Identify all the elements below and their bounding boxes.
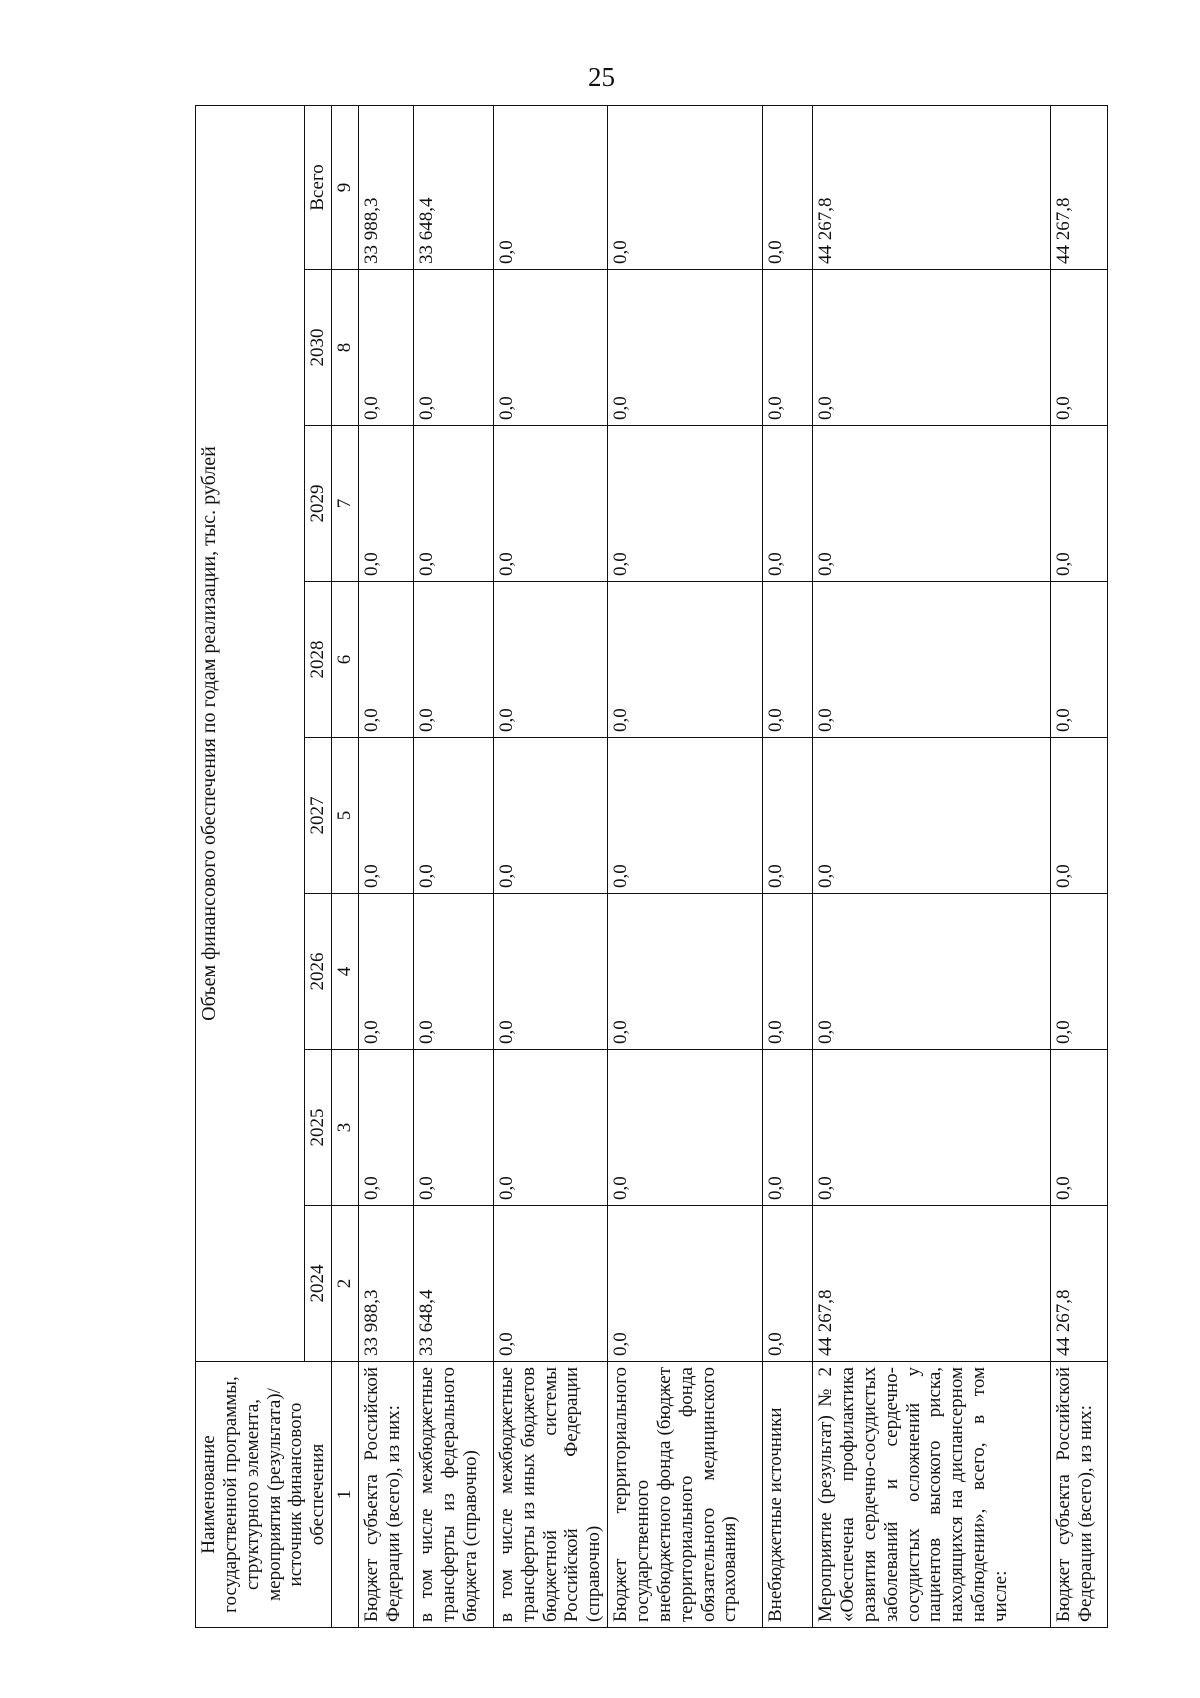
cell-value: 0,0 <box>608 894 763 1050</box>
cell-total: 33 988,3 <box>358 105 413 269</box>
year-header: 2028 <box>304 582 331 738</box>
cell-value: 0,0 <box>813 738 1051 894</box>
table-row <box>763 105 813 1627</box>
cell-value: 33 988,3 <box>358 1206 413 1362</box>
cell-value: 0,0 <box>608 1206 763 1362</box>
header-row-top <box>196 105 305 1627</box>
cell-value: 0,0 <box>493 1206 607 1362</box>
cell-value: 0,0 <box>1051 582 1108 738</box>
cell-value: 0,0 <box>413 426 493 582</box>
cell-value: 0,0 <box>763 270 813 426</box>
column-index: 9 <box>332 105 359 269</box>
page-number: 25 <box>588 62 615 92</box>
cell-value: 0,0 <box>493 1050 607 1206</box>
cell-value: 0,0 <box>813 1050 1051 1206</box>
cell-total: 33 648,4 <box>413 105 493 269</box>
cell-value: 0,0 <box>763 1206 813 1362</box>
column-index: 6 <box>332 582 359 738</box>
cell-total: 0,0 <box>493 105 607 269</box>
cell-value: 0,0 <box>763 894 813 1050</box>
column-index: 7 <box>332 426 359 582</box>
table-row <box>813 105 1051 1627</box>
cell-value: 0,0 <box>1051 894 1108 1050</box>
year-header: 2025 <box>304 1050 331 1206</box>
row-name: в том числе межбюджетные трансферты из иных бюджетов бюджетной системы Российской Федерации (справочно) <box>493 1362 607 1628</box>
column-index: 1 <box>332 1362 359 1628</box>
cell-total: 44 267,8 <box>813 105 1051 269</box>
table-row <box>1051 105 1108 1627</box>
financing-table <box>195 105 1108 1628</box>
row-name: Бюджет субъекта Российской Федерации (всего), из них: <box>358 1362 413 1628</box>
table-row <box>413 105 493 1627</box>
cell-value: 0,0 <box>813 582 1051 738</box>
cell-value: 0,0 <box>358 582 413 738</box>
row-name: Бюджет субъекта Российской Федерации (всего), из них: <box>1051 1362 1108 1628</box>
column-index: 3 <box>332 1050 359 1206</box>
column-index: 5 <box>332 738 359 894</box>
cell-value: 0,0 <box>493 582 607 738</box>
cell-value: 0,0 <box>493 894 607 1050</box>
cell-value: 0,0 <box>358 270 413 426</box>
cell-value: 0,0 <box>813 426 1051 582</box>
cell-value: 0,0 <box>1051 426 1108 582</box>
cell-total: 44 267,8 <box>1051 105 1108 269</box>
year-header: 2024 <box>304 1206 331 1362</box>
cell-value: 0,0 <box>608 582 763 738</box>
cell-value: 33 648,4 <box>413 1206 493 1362</box>
cell-value: 0,0 <box>813 894 1051 1050</box>
cell-value: 0,0 <box>608 1050 763 1206</box>
cell-value: 0,0 <box>493 270 607 426</box>
table-row <box>358 105 413 1627</box>
year-header: 2029 <box>304 426 331 582</box>
cell-value: 0,0 <box>413 738 493 894</box>
year-header: 2030 <box>304 270 331 426</box>
column-index: 8 <box>332 270 359 426</box>
cell-value: 0,0 <box>608 270 763 426</box>
cell-value: 0,0 <box>413 894 493 1050</box>
row-name: в том числе межбюджетные трансферты из федерального бюджета (справочно) <box>413 1362 493 1628</box>
cell-value: 0,0 <box>493 738 607 894</box>
financing-table-rotated <box>195 106 1096 1628</box>
cell-total: 0,0 <box>763 105 813 269</box>
cell-value: 0,0 <box>608 738 763 894</box>
table-row <box>493 105 607 1627</box>
cell-value: 0,0 <box>413 270 493 426</box>
year-header: 2026 <box>304 894 331 1050</box>
row-name: Внебюджетные источники <box>763 1362 813 1628</box>
cell-value: 0,0 <box>1051 738 1108 894</box>
cell-value: 0,0 <box>493 426 607 582</box>
row-name: Мероприятие (результат) № 2 «Обеспечена профилактика развития сердечно-сосудистых заболеваний и сердечно-сосудистых осложнений у пациентов высокого риска, находящихся на диспансерном наблюдении», всего, в том числе: <box>813 1362 1051 1628</box>
cell-value: 0,0 <box>608 426 763 582</box>
row-name: Бюджет территориального государственного внебюджетного фонда (бюджет территориального фонда обязательного медицинского страхования) <box>608 1362 763 1628</box>
table-row <box>608 105 763 1627</box>
cell-value: 0,0 <box>1051 1050 1108 1206</box>
column-index-row <box>332 105 359 1627</box>
cell-value: 0,0 <box>763 426 813 582</box>
cell-value: 0,0 <box>358 1050 413 1206</box>
cell-value: 0,0 <box>413 1050 493 1206</box>
cell-value: 0,0 <box>763 1050 813 1206</box>
cell-value: 0,0 <box>813 270 1051 426</box>
cell-value: 0,0 <box>1051 270 1108 426</box>
year-header: 2027 <box>304 738 331 894</box>
cell-value: 0,0 <box>763 738 813 894</box>
cell-total: 0,0 <box>608 105 763 269</box>
column-index: 2 <box>332 1206 359 1362</box>
cell-value: 0,0 <box>358 738 413 894</box>
cell-value: 0,0 <box>413 582 493 738</box>
funding-by-year-header: Объем финансового обеспечения по годам реализации, тыс. рублей <box>196 105 305 1361</box>
total-header: Всего <box>304 105 331 269</box>
cell-value: 0,0 <box>358 426 413 582</box>
column-index: 4 <box>332 894 359 1050</box>
cell-value: 0,0 <box>358 894 413 1050</box>
cell-value: 44 267,8 <box>1051 1206 1108 1362</box>
cell-value: 44 267,8 <box>813 1206 1051 1362</box>
name-column-header: Наименование государственной программы, структурного элемента, мероприятия (результата)/источник финансового обеспечения <box>196 1362 332 1628</box>
cell-value: 0,0 <box>763 582 813 738</box>
